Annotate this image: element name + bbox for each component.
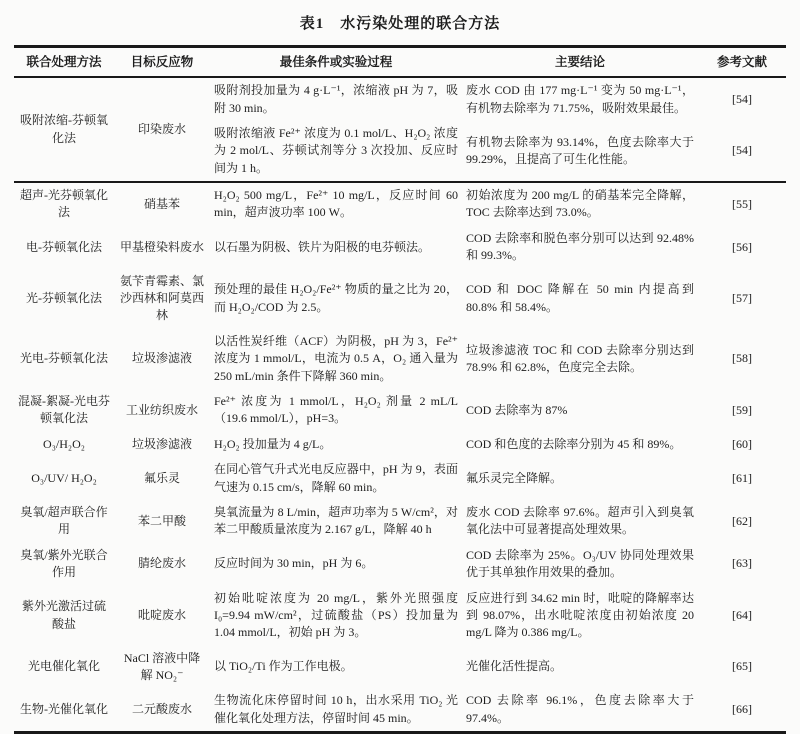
target-cell: 硝基苯: [143, 196, 180, 211]
method-cell: 生物-光催化氧化: [20, 702, 108, 717]
header-conclusion: 主要结论: [554, 55, 605, 69]
conclusion-cell: COD 和色度的去除率分别为 45 和 89%。: [466, 436, 682, 451]
method-cell: 紫外光激活过硫酸盐: [21, 599, 106, 631]
table-header: [14, 47, 786, 78]
reference-cell: [60]: [732, 436, 752, 451]
conclusion-cell: 垃圾渗滤液 TOC 和 COD 去除率分别达到 78.9% 和 62.8%，色度完全去除。: [466, 342, 694, 374]
reference-cell: [64]: [732, 607, 752, 622]
table-row: [14, 586, 786, 646]
reference-cell: [57]: [732, 291, 752, 306]
target-cell: 印染废水: [137, 121, 186, 136]
table-row: [14, 432, 786, 457]
condition-cell: H₂O₂ 500 mg/L，Fe²⁺ 10 mg/L，反应时间 60 min，超声波功率 100 W。: [214, 188, 458, 220]
method-cell: 光电催化氧化: [27, 659, 100, 674]
reference-cell: [54]: [732, 143, 752, 158]
condition-cell: 以石墨为阴极、铁片为阳极的电芬顿法。: [214, 239, 431, 254]
conclusion-cell: 废水 COD 去除率 97.6%。超声引入到臭氧氧化法中可显著提高处理效果。: [466, 504, 694, 537]
method-cell: 光电-芬顿氧化法: [20, 351, 108, 366]
conclusion-cell: COD 和 DOC 降解在 50 min 内提高到 80.8% 和 58.4%。: [466, 282, 694, 314]
table-row: [14, 77, 786, 121]
header-method: 联合处理方法: [26, 55, 102, 69]
reference-cell: [65]: [732, 659, 752, 674]
table-row: [14, 269, 786, 329]
condition-cell: 以活性炭纤维（ACF）为阴极，pH 为 3，Fe²⁺ 浓度为 1 mmol/L，电流为 0.5 A，O₂ 通入量为 250 mL/min 条件下降解 360 min。: [214, 333, 458, 383]
header-target: 目标反应物: [130, 55, 194, 69]
method-cell: 光-芬顿氧化法: [26, 291, 102, 306]
reference-cell: [54]: [732, 91, 752, 106]
table-row: [14, 646, 786, 689]
reference-cell: [61]: [732, 470, 752, 485]
method-cell: 臭氧/紫外光联合作用: [20, 547, 108, 580]
method-cell: O₃/H₂O₂: [43, 436, 85, 451]
header-row: [14, 47, 786, 78]
condition-cell: Fe²⁺ 浓度为 1 mmol/L，H₂O₂ 剂量 2 mL/L（19.6 mmol/L），pH=3。: [214, 393, 458, 426]
condition-cell: 反应时间为 30 min，pH 为 6。: [214, 556, 374, 571]
target-cell: 二元酸废水: [131, 702, 192, 717]
target-cell: 吡啶废水: [137, 607, 186, 622]
conclusion-cell: 有机物去除率为 93.14%，色度去除率大于 99.29%，且提高了可生化性能。: [466, 134, 694, 166]
method-cell: 超声-光芬顿氧化法: [20, 188, 108, 220]
conclusion-cell: 废水 COD 由 177 mg·L⁻¹ 变为 50 mg·L⁻¹，有机物去除率为 71.75%，吸附效果最佳。: [466, 83, 694, 115]
target-cell: 氟乐灵: [143, 470, 180, 485]
conclusion-cell: COD 去除率为 87%: [466, 402, 568, 417]
reference-cell: [55]: [732, 196, 752, 211]
table-row: [14, 389, 786, 432]
table-row: [14, 688, 786, 732]
table-row: [14, 329, 786, 389]
target-cell: 氨苄青霉素、氯沙西林和阿莫西林: [119, 273, 204, 323]
condition-cell: 初始吡啶浓度为 20 mg/L，紫外光照强度 I₀=9.94 mW/cm²，过硫酸盐（PS）投加量为 1.04 mmol/L，初始 pH 为 3。: [214, 590, 458, 640]
conclusion-cell: COD 去除率 96.1%，色度去除率大于 97.4%。: [466, 693, 694, 725]
condition-cell: 以 TiO₂/Ti 作为工作电极。: [214, 659, 353, 674]
reference-cell: [59]: [732, 402, 752, 417]
conclusion-cell: 光催化活性提高。: [466, 659, 563, 674]
reference-cell: [58]: [732, 351, 752, 366]
target-cell: 垃圾渗滤液: [131, 436, 192, 451]
condition-cell: H₂O₂ 投加量为 4 g/L。: [214, 436, 332, 451]
conclusion-cell: COD 去除率和脱色率分别可以达到 92.48% 和 99.3%。: [466, 230, 694, 263]
conclusion-cell: 氟乐灵完全降解。: [466, 470, 563, 485]
condition-cell: 生物流化床停留时间 10 h，出水采用 TiO₂ 光催化氧化处理方法，停留时间 45 min。: [214, 693, 458, 725]
method-cell: 电-芬顿氧化法: [26, 239, 102, 254]
condition-cell: 预处理的最佳 H₂O₂/Fe²⁺ 物质的量之比为 20，而 H₂O₂/COD 为 2.5。: [214, 282, 458, 314]
condition-cell: 在同心管气升式光电反应器中，pH 为 9，表面气速为 0.15 cm/s，降解 60 min。: [214, 462, 458, 494]
target-cell: 苯二甲酸: [137, 513, 186, 528]
conclusion-cell: 初始浓度为 200 mg/L 的硝基苯完全降解，TOC 去除率达到 73.0%。: [466, 188, 694, 220]
table-row: [14, 500, 786, 543]
target-cell: 甲基橙染料废水: [119, 239, 204, 254]
header-condition: 最佳条件或实验过程: [279, 55, 393, 69]
condition-cell: 吸附浓缩液 Fe²⁺ 浓度为 0.1 mol/L、H₂O₂ 浓度为 2 mol/L、芬顿试剂等分 3 次投加、反应时间为 1 h。: [214, 125, 458, 175]
page-title: 表1 水污染处理的联合方法: [299, 16, 501, 32]
method-cell: 混凝-絮凝-光电芬顿氧化法: [18, 393, 110, 426]
table-row: [14, 543, 786, 586]
reference-cell: [56]: [732, 239, 752, 254]
header-reference: 参考文献: [716, 55, 767, 69]
conclusion-cell: 反应进行到 34.62 min 时，吡啶的降解率达到 98.07%，出水吡啶浓度由初始浓度 20 mg/L 降为 0.386 mg/L。: [466, 590, 694, 640]
target-cell: 腈纶废水: [137, 556, 186, 571]
reference-cell: [63]: [732, 556, 752, 571]
reference-cell: [62]: [732, 513, 752, 528]
conclusion-cell: COD 去除率为 25%。O₃/UV 协同处理效果优于其单独作用效果的叠加。: [466, 547, 694, 580]
condition-cell: 吸附剂投加量为 4 g·L⁻¹，浓缩液 pH 为 7，吸附 30 min。: [214, 83, 458, 115]
table-row: [14, 457, 786, 500]
condition-cell: 臭氧流量为 8 L/min，超声功率为 5 W/cm²，对苯二甲酸质量浓度为 2.167 g/L，降解 40 h: [214, 504, 458, 537]
method-cell: 吸附浓缩-芬顿氧化法: [20, 113, 108, 145]
table-row: [14, 182, 786, 226]
method-cell: O₃/UV/ H₂O₂: [31, 470, 97, 485]
target-cell: 垃圾渗滤液: [131, 351, 192, 366]
method-cell: 臭氧/超声联合作用: [20, 504, 108, 537]
table-body: [14, 77, 786, 733]
methods-table: [14, 45, 786, 734]
target-cell: 工业纺织废水: [125, 402, 198, 417]
reference-cell: [66]: [732, 702, 752, 717]
table-row: [14, 226, 786, 269]
target-cell: NaCl 溶液中降解 NO₂⁻: [123, 650, 201, 683]
